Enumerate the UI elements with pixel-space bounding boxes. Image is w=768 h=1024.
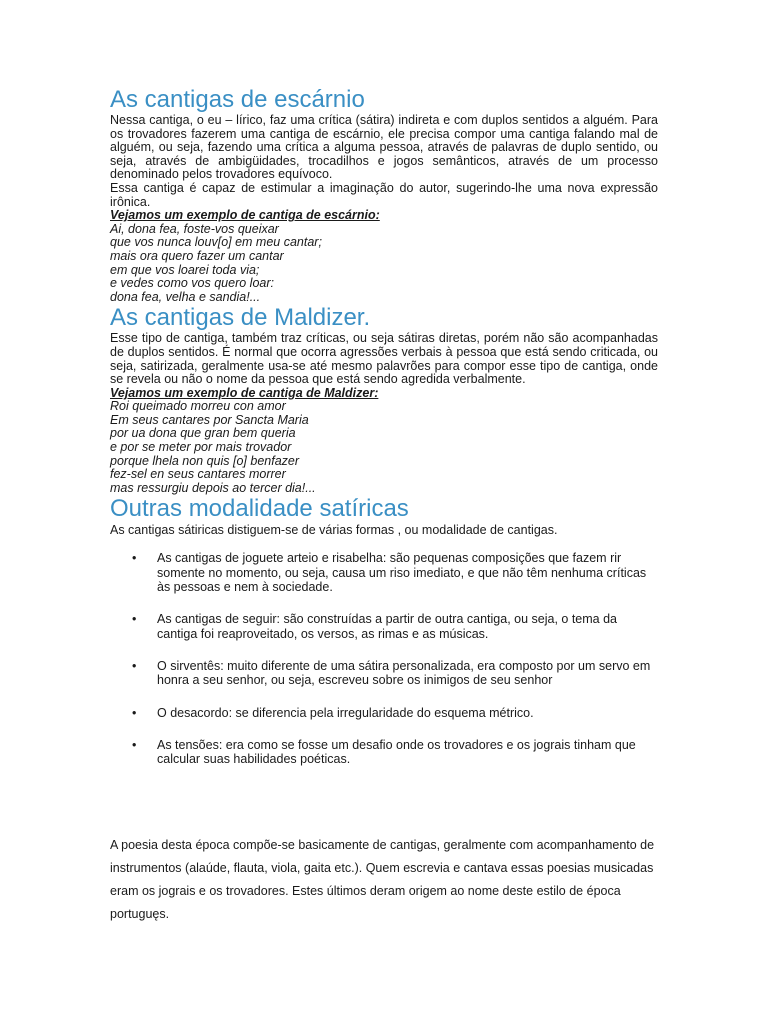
- maldizer-example-heading: Vejamos um exemplo de cantiga de Maldizer:: [110, 385, 379, 400]
- bullet-icon: •: [132, 705, 137, 720]
- list-item-text: O sirventês: muito diferente de uma sátira personalizada, era composto por um servo em honra a seu senhor, ou seja, escreveu sobre os inimigos de seu senhor: [157, 658, 651, 688]
- section-title-maldizer: As cantigas de Maldizer.: [110, 304, 371, 332]
- closing-paragraph: A poesia desta época compõe-se basicamente de cantigas, geralmente com acompanhamento de instrumentos (alaúde, flauta, viola, gaita etc.). Quem escrevia e cantava essas poesias musicadas eram os jograis e os trovadores. Estes últimos deram origem ao nome deste estilo de época portuguęs.: [110, 838, 655, 921]
- verse-line: que vos nunca louv[o] em meu cantar;: [110, 235, 322, 250]
- verse-line: Roi queimado morreu con amor: [110, 399, 286, 414]
- verse-line: e vedes como vos quero loar:: [110, 276, 274, 291]
- section-title-outras: Outras modalidade satíricas: [110, 495, 409, 523]
- verse-line: Em seus cantares por Sancta Maria: [110, 412, 309, 427]
- document-content: [110, 86, 658, 921]
- list-item: [110, 706, 658, 720]
- list-item-text: As cantigas de joguete arteio e risabelha: são pequenas composições que fazem rir somente no momento, ou seja, causa um riso imediato, e que não têm nenhuma críticas às pessoas e nem à sociedade.: [157, 551, 647, 595]
- verse-line: porque lhela non quis [o] benfazer: [110, 453, 300, 468]
- escarnio-paragraph-2: Essa cantiga é capaz de estimular a imaginação do autor, sugerindo-lhe uma nova expressão irônica.: [110, 180, 658, 209]
- verse-line: Ai, dona fea, foste-vos queixar: [110, 221, 279, 236]
- bullet-icon: •: [132, 551, 137, 566]
- verse-line: por ua dona que gran bem queria: [110, 426, 296, 441]
- list-item-text: As cantigas de seguir: são construídas a partir de outra cantiga, ou seja, o tema da cantiga foi reaproveitado, os versos, as rimas e as músicas.: [157, 612, 617, 641]
- verse-line: fez-sel en seus cantares morrer: [110, 467, 286, 482]
- escarnio-verse: [110, 223, 658, 305]
- list-item-text: O desacordo: se diferencia pela irregularidade do esquema métrico.: [157, 705, 534, 720]
- verse-line: mais ora quero fazer um cantar: [110, 248, 284, 263]
- bullet-icon: •: [132, 612, 137, 627]
- escarnio-paragraph-1: Nessa cantiga, o eu – lírico, faz uma crítica (sátira) indireta e com duplos sentidos a alguém. Para os trovadores fazerem uma cantiga de escárnio, ele precisa compor uma cantiga falando mal de alguém, ou seja, fazendo uma crítica a alguma pessoa, através de palavras de duplo sentido, ou seja, através de ambigüidades, trocadilhos e jogos semânticos, através de um processo denominado pelos trovadores equívoco.: [110, 113, 658, 182]
- list-item: [110, 612, 658, 641]
- list-item-text: As tensões: era como se fosse um desafio onde os trovadores e os jograis tinham que calcular suas habilidades poéticas.: [157, 737, 636, 767]
- escarnio-example-heading: Vejamos um exemplo de cantiga de escárnio:: [110, 208, 380, 223]
- verse-line: em que vos loarei toda via;: [110, 262, 260, 277]
- list-item: [110, 659, 658, 688]
- bullet-icon: •: [132, 737, 137, 752]
- bullet-icon: •: [132, 658, 137, 673]
- verse-line: e por se meter por mais trovador: [110, 440, 292, 455]
- outras-intro: As cantigas sátiricas distiguem-se de várias formas , ou modalidade de cantigas.: [110, 523, 558, 538]
- maldizer-paragraph-1: Esse tipo de cantiga, também traz críticas, ou seja sátiras diretas, porém não são acompanhadas de duplos sentidos. É normal que ocorra agressões verbais à pessoa que está sendo criticada, ou seja, satirizada, geralmente usa-se até mesmo palavrões para compor esse tipo de cantiga, onde se revela ou não o nome da pessoa que está sendo agredida verbalmente.: [110, 331, 658, 387]
- maldizer-verse: [110, 400, 658, 495]
- verse-line: mas ressurgiu depois ao tercer dia!...: [110, 480, 316, 495]
- list-item: [110, 738, 658, 767]
- verse-line: dona fea, velha e sandia!...: [110, 289, 261, 304]
- modalidades-list: [110, 551, 658, 766]
- list-item: [110, 551, 658, 594]
- section-title-escarnio: As cantigas de escárnio: [110, 86, 365, 113]
